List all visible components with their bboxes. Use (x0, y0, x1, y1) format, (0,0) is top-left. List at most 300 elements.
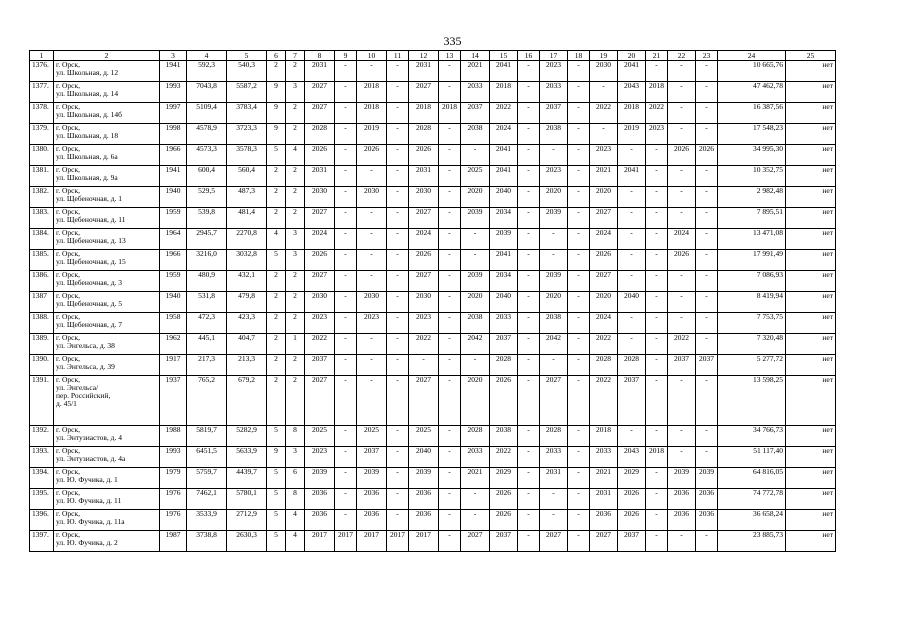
table-cell: 423,3 (227, 313, 267, 334)
table-cell: 1993 (160, 82, 187, 103)
column-header-10: 10 (357, 51, 387, 61)
table-cell: - (646, 334, 668, 355)
table-cell: - (335, 166, 357, 187)
table-cell: - (568, 376, 590, 426)
table-cell: - (335, 447, 357, 468)
table-cell: - (335, 250, 357, 271)
table-cell: - (439, 313, 461, 334)
table-cell: 560,4 (227, 166, 267, 187)
address-line: г. Орск, (56, 446, 80, 455)
column-header-7: 7 (286, 51, 305, 61)
table-cell: - (335, 208, 357, 229)
table-cell: - (568, 166, 590, 187)
table-cell: - (387, 447, 409, 468)
address-line: ул. Ю. Фучика, д. 1 (56, 475, 118, 484)
table-cell: - (357, 250, 387, 271)
table-cell: 8 (286, 426, 305, 447)
table-cell: 2018 (357, 82, 387, 103)
table-cell: 432,1 (227, 271, 267, 292)
table-cell: 2018 (646, 447, 668, 468)
table-cell: 47 462,78 (718, 82, 786, 103)
table-cell: 8 419,94 (718, 292, 786, 313)
table-cell: 2 (286, 313, 305, 334)
table-cell: 1979 (160, 468, 187, 489)
table-cell: - (518, 426, 540, 447)
address-line: г. Орск, (56, 530, 80, 539)
table-cell: 2021 (590, 166, 618, 187)
table-cell: 2039 (696, 468, 718, 489)
table-cell: 2022 (646, 103, 668, 124)
table-cell: 2037 (490, 334, 518, 355)
column-header-24: 24 (718, 51, 786, 61)
table-cell: 2022 (590, 103, 618, 124)
table-cell: - (646, 208, 668, 229)
table-cell: - (668, 82, 696, 103)
table-cell: 2028 (305, 124, 335, 145)
table-cell: 2 (286, 187, 305, 208)
table-cell: - (439, 208, 461, 229)
table-cell: - (518, 447, 540, 468)
column-header-18: 18 (568, 51, 590, 61)
address-line: г. Орск, (56, 467, 80, 476)
table-cell: 2031 (540, 468, 568, 489)
table-row (30, 145, 836, 166)
table-cell: 5633,9 (227, 447, 267, 468)
table-cell: - (668, 292, 696, 313)
address-cell (54, 313, 160, 334)
table-cell: нет (786, 229, 836, 250)
table-cell: 2036 (668, 510, 696, 531)
data-table (29, 50, 836, 552)
table-row (30, 82, 836, 103)
table-cell: 1384. (30, 229, 54, 250)
column-header-9: 9 (335, 51, 357, 61)
table-cell: 2030 (590, 61, 618, 82)
table-cell: 472,3 (187, 313, 227, 334)
address-line: г. Орск, (56, 270, 80, 279)
column-header-20: 20 (618, 51, 646, 61)
table-cell: 2023 (357, 313, 387, 334)
table-cell: 2 (267, 271, 286, 292)
table-cell: - (439, 61, 461, 82)
table-cell: - (387, 250, 409, 271)
table-cell: - (439, 510, 461, 531)
table-cell: - (387, 61, 409, 82)
table-cell: 2017 (305, 531, 335, 552)
table-cell: - (439, 468, 461, 489)
column-header-2: 2 (54, 51, 160, 61)
table-cell: 2027 (305, 376, 335, 426)
table-cell: 2026 (668, 145, 696, 166)
table-cell: - (618, 250, 646, 271)
column-header-22: 22 (668, 51, 696, 61)
table-row (30, 208, 836, 229)
table-cell: 5 (267, 531, 286, 552)
table-cell: нет (786, 447, 836, 468)
table-cell: - (518, 145, 540, 166)
table-cell: 2027 (590, 531, 618, 552)
table-cell: 1383. (30, 208, 54, 229)
table-cell: 5 (267, 250, 286, 271)
table-cell: - (439, 124, 461, 145)
table-cell: - (387, 187, 409, 208)
table-cell: 2 (286, 271, 305, 292)
table-cell: 2026 (357, 145, 387, 166)
table-cell: - (646, 355, 668, 376)
table-cell: 2020 (461, 376, 490, 426)
table-cell: 2039 (540, 271, 568, 292)
table-cell: - (387, 292, 409, 313)
table-row (30, 187, 836, 208)
table-cell: 2033 (540, 82, 568, 103)
table-cell: 2022 (590, 376, 618, 426)
table-cell: 9 (267, 124, 286, 145)
table-cell: - (439, 334, 461, 355)
table-row (30, 292, 836, 313)
table-cell: - (461, 355, 490, 376)
table-cell: 2026 (490, 376, 518, 426)
table-cell: 2020 (461, 292, 490, 313)
table-row (30, 355, 836, 376)
table-cell: 1959 (160, 271, 187, 292)
address-line: ул. Щебеночная, д. 13 (56, 236, 126, 245)
table-cell: - (518, 376, 540, 426)
table-cell: - (540, 145, 568, 166)
table-cell: 2027 (409, 208, 439, 229)
table-cell: - (387, 103, 409, 124)
table-cell: 2031 (305, 61, 335, 82)
table-cell: 1998 (160, 124, 187, 145)
table-cell: 2023 (590, 145, 618, 166)
address-line: г. Орск, (56, 333, 80, 342)
table-cell: 2 (286, 166, 305, 187)
table-cell: 2 (286, 103, 305, 124)
table-cell: - (461, 229, 490, 250)
table-cell: 7 753,75 (718, 313, 786, 334)
table-cell: 2039 (461, 208, 490, 229)
table-cell: 2 (286, 376, 305, 426)
table-cell: 3 (286, 82, 305, 103)
table-row (30, 250, 836, 271)
table-cell: - (696, 250, 718, 271)
table-cell: - (646, 271, 668, 292)
table-cell: - (646, 426, 668, 447)
table-cell: 9 (267, 82, 286, 103)
table-cell: 1966 (160, 145, 187, 166)
table-cell: 2033 (461, 82, 490, 103)
table-cell: нет (786, 426, 836, 447)
table-cell: 1385. (30, 250, 54, 271)
table-cell: 2027 (540, 531, 568, 552)
table-cell: 1386. (30, 271, 54, 292)
table-cell: 2 (267, 61, 286, 82)
column-header-3: 3 (160, 51, 187, 61)
table-cell: - (439, 531, 461, 552)
table-row (30, 447, 836, 468)
address-line: г. Орск, (56, 60, 80, 69)
table-cell: 2028 (540, 426, 568, 447)
table-cell: 2041 (490, 166, 518, 187)
table-cell: - (335, 426, 357, 447)
table-cell: 1379. (30, 124, 54, 145)
table-cell: 2030 (305, 187, 335, 208)
table-cell: 2037 (461, 103, 490, 124)
table-cell: 34 766,73 (718, 426, 786, 447)
table-cell: - (335, 313, 357, 334)
table-cell: - (439, 250, 461, 271)
table-cell: 2027 (409, 376, 439, 426)
table-cell: 3533,9 (187, 510, 227, 531)
table-cell: 2270,8 (227, 229, 267, 250)
table-cell: нет (786, 208, 836, 229)
table-cell: - (387, 376, 409, 426)
table-cell: нет (786, 355, 836, 376)
table-cell: - (357, 355, 387, 376)
table-cell: 9 (267, 447, 286, 468)
table-cell: 2039 (305, 468, 335, 489)
table-cell: - (518, 271, 540, 292)
table-cell: 2039 (490, 229, 518, 250)
table-cell: - (568, 250, 590, 271)
table-cell: 2037 (696, 355, 718, 376)
table-cell: 2026 (490, 489, 518, 510)
table-cell: - (357, 208, 387, 229)
address-cell (54, 292, 160, 313)
address-cell (54, 166, 160, 187)
table-cell: 2039 (461, 271, 490, 292)
table-cell: 1393. (30, 447, 54, 468)
table-cell: 2036 (696, 489, 718, 510)
address-cell (54, 145, 160, 166)
table-cell: - (668, 187, 696, 208)
table-cell: 7 086,93 (718, 271, 786, 292)
table-cell: 34 995,30 (718, 145, 786, 166)
table-cell: 2026 (409, 250, 439, 271)
table-cell: - (357, 334, 387, 355)
table-cell: - (387, 124, 409, 145)
table-cell: 2020 (590, 187, 618, 208)
table-cell: - (618, 426, 646, 447)
table-cell: 8 (286, 489, 305, 510)
address-line: г. Орск, (56, 312, 80, 321)
table-cell: нет (786, 531, 836, 552)
table-cell: - (387, 313, 409, 334)
table-cell: 2030 (357, 187, 387, 208)
table-cell: 2026 (409, 145, 439, 166)
table-row (30, 61, 836, 82)
table-body (30, 61, 836, 552)
address-line: ул. Школьная, д. 18 (56, 131, 119, 140)
table-cell: - (646, 510, 668, 531)
address-line: ул. Энтузиастов, д. 4а (56, 454, 126, 463)
address-cell (54, 250, 160, 271)
table-cell: 2030 (305, 292, 335, 313)
table-cell: 2036 (305, 510, 335, 531)
table-cell: 2 (267, 292, 286, 313)
table-cell: нет (786, 82, 836, 103)
table-cell: - (668, 376, 696, 426)
column-header-19: 19 (590, 51, 618, 61)
table-cell: - (357, 61, 387, 82)
table-cell: - (568, 447, 590, 468)
table-cell: 2023 (305, 313, 335, 334)
column-header-25: 25 (786, 51, 836, 61)
table-cell: - (668, 271, 696, 292)
table-cell: - (568, 510, 590, 531)
table-cell: - (518, 355, 540, 376)
table-cell: 2026 (618, 510, 646, 531)
table-cell: 1962 (160, 334, 187, 355)
address-line: ул. Ю. Фучика, д. 11а (56, 517, 125, 526)
table-cell: - (568, 531, 590, 552)
table-cell: 2023 (540, 61, 568, 82)
table-cell: 2 (267, 313, 286, 334)
table-cell: 1941 (160, 166, 187, 187)
address-line: ул. Щебеночная, д. 1 (56, 194, 123, 203)
table-cell: 2025 (357, 426, 387, 447)
table-row (30, 468, 836, 489)
table-cell: 2022 (668, 334, 696, 355)
table-cell: 2028 (590, 355, 618, 376)
table-cell: 2041 (490, 61, 518, 82)
table-cell: 51 117,40 (718, 447, 786, 468)
table-cell: 2039 (668, 468, 696, 489)
table-cell: - (518, 250, 540, 271)
table-cell: - (568, 103, 590, 124)
table-cell: 480,9 (187, 271, 227, 292)
table-cell: 2023 (409, 313, 439, 334)
table-cell: 3783,4 (227, 103, 267, 124)
table-cell: 5109,4 (187, 103, 227, 124)
table-cell: 765,2 (187, 376, 227, 426)
table-cell: 2036 (696, 510, 718, 531)
table-cell: 2031 (409, 166, 439, 187)
table-cell: 2041 (618, 61, 646, 82)
table-cell: - (618, 229, 646, 250)
table-cell: 2021 (590, 468, 618, 489)
table-cell: 2042 (540, 334, 568, 355)
table-cell: - (696, 531, 718, 552)
table-cell: - (646, 292, 668, 313)
table-cell: 5 (267, 510, 286, 531)
table-cell: 2018 (357, 103, 387, 124)
table-cell: 2023 (540, 166, 568, 187)
table-cell: - (568, 355, 590, 376)
table-cell: 2712,9 (227, 510, 267, 531)
table-cell: 1988 (160, 426, 187, 447)
table-cell: 2025 (461, 166, 490, 187)
table-cell: - (439, 82, 461, 103)
table-cell: 2027 (461, 531, 490, 552)
table-cell: 1958 (160, 313, 187, 334)
table-cell: 2037 (618, 531, 646, 552)
table-cell: 2036 (357, 489, 387, 510)
table-cell: - (335, 468, 357, 489)
table-cell: - (518, 61, 540, 82)
table-cell: - (335, 61, 357, 82)
table-cell: - (518, 187, 540, 208)
address-line: г. Орск, (56, 144, 80, 153)
table-cell: 7 895,51 (718, 208, 786, 229)
table-cell: - (335, 124, 357, 145)
table-cell: 2017 (409, 531, 439, 552)
table-row (30, 166, 836, 187)
table-cell: 1376. (30, 61, 54, 82)
table-cell: - (668, 313, 696, 334)
table-cell: - (439, 187, 461, 208)
address-line: г. Орск, (56, 249, 80, 258)
table-cell: - (540, 229, 568, 250)
table-cell: 10 665,76 (718, 61, 786, 82)
table-cell: нет (786, 187, 836, 208)
table-cell: 1940 (160, 187, 187, 208)
address-cell (54, 187, 160, 208)
table-cell: 479,8 (227, 292, 267, 313)
table-row (30, 103, 836, 124)
address-cell (54, 82, 160, 103)
address-cell (54, 531, 160, 552)
table-cell: 679,2 (227, 376, 267, 426)
table-cell: 6451,5 (187, 447, 227, 468)
table-cell: - (540, 355, 568, 376)
table-cell: 5587,2 (227, 82, 267, 103)
table-cell: - (357, 376, 387, 426)
table-cell: 2 982,48 (718, 187, 786, 208)
column-header-6: 6 (267, 51, 286, 61)
table-cell: 2036 (668, 489, 696, 510)
table-cell: 2021 (461, 468, 490, 489)
address-cell (54, 208, 160, 229)
table-cell: 10 352,75 (718, 166, 786, 187)
table-cell: - (387, 208, 409, 229)
table-cell: - (335, 229, 357, 250)
table-cell: - (518, 489, 540, 510)
table-cell: 2024 (409, 229, 439, 250)
table-cell: - (518, 292, 540, 313)
table-cell: 445,1 (187, 334, 227, 355)
address-line: ул. Щебеночная, д. 15 (56, 257, 126, 266)
address-line: г. Орск, (56, 207, 80, 216)
table-cell: 2027 (590, 208, 618, 229)
table-cell: - (568, 61, 590, 82)
address-line: ул. Энгельса, д. 39 (56, 362, 115, 371)
table-cell: 1993 (160, 447, 187, 468)
table-cell: 2041 (618, 166, 646, 187)
table-cell: - (696, 208, 718, 229)
table-cell: - (668, 426, 696, 447)
table-cell: 2023 (646, 124, 668, 145)
table-cell: - (646, 61, 668, 82)
table-cell: 2 (286, 124, 305, 145)
table-cell: 529,5 (187, 187, 227, 208)
table-cell: 2024 (668, 229, 696, 250)
table-cell: 2027 (305, 103, 335, 124)
table-cell: 2023 (305, 447, 335, 468)
table-cell: 2021 (461, 61, 490, 82)
table-cell: 5 (267, 145, 286, 166)
address-line: г. Орск, (56, 488, 80, 497)
table-cell: 3216,0 (187, 250, 227, 271)
table-cell: - (668, 166, 696, 187)
table-cell: - (646, 376, 668, 426)
table-cell: - (568, 313, 590, 334)
table-cell: 2018 (590, 426, 618, 447)
table-row (30, 313, 836, 334)
table-cell: - (387, 271, 409, 292)
table-row (30, 271, 836, 292)
column-header-15: 15 (490, 51, 518, 61)
address-cell (54, 61, 160, 82)
